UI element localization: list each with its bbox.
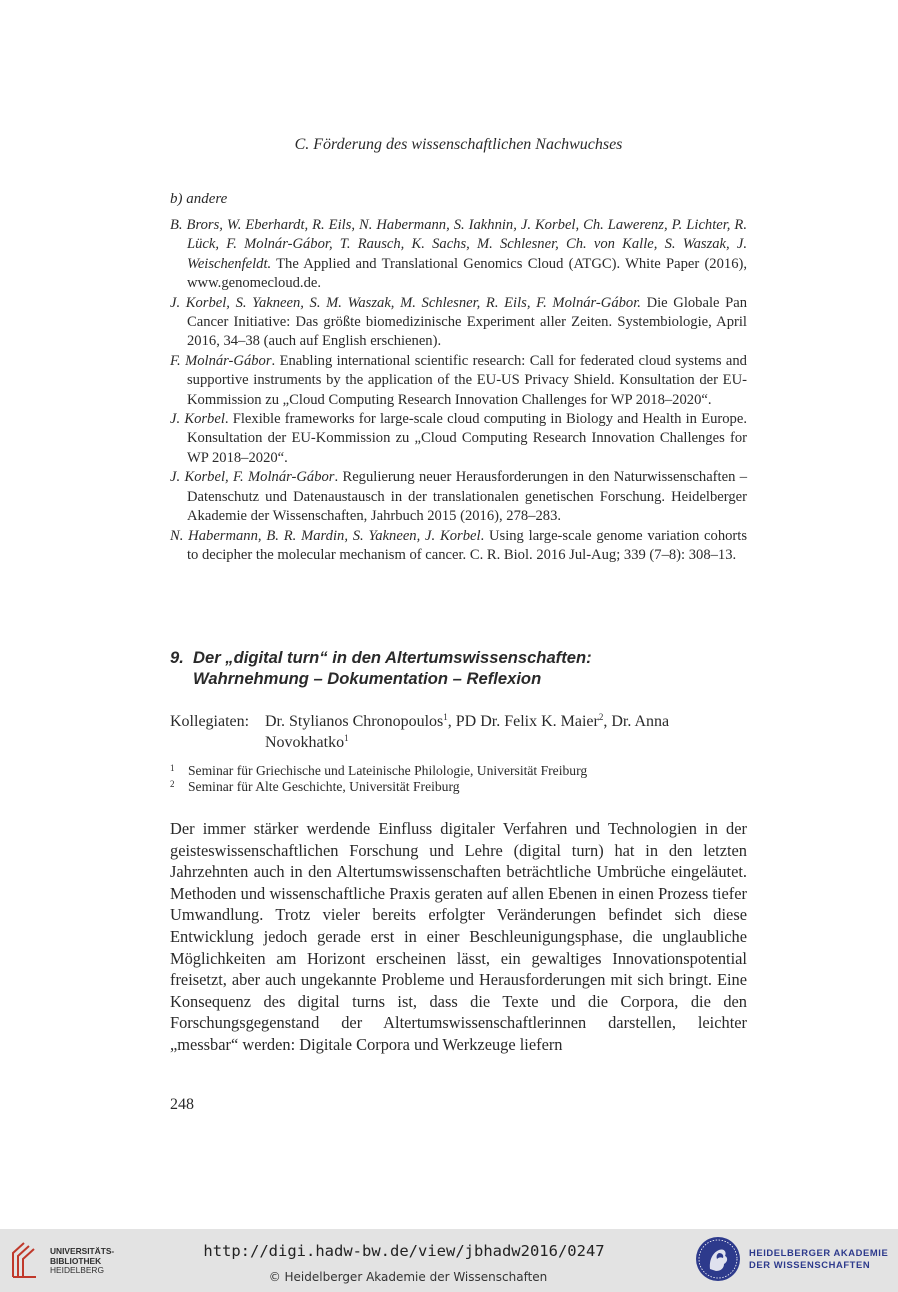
reference-text: . Regulierung neuer Herausforderungen in den Naturwissenschaften – Datenschutz und Datenaustausch in der translationalen genetischen Forschung. Heidelberger Akademie der Wissenschaften, Jahrbuch 2015 (2016), 278–283.: [187, 469, 747, 525]
permalink-url[interactable]: http://digi.hadw-bw.de/view/jbhadw2016/0247: [203, 1242, 605, 1260]
colleagues-label: Kollegiaten:: [170, 713, 250, 730]
reference-item: [170, 294, 747, 352]
reference-text: . Enabling international scientific research: Call for federated cloud systems and supportive instruments by the application of the EU-US Privacy Shield. Konsultation der EU-Kommission zu „Cloud Computing Research Innovation Challenges for WP 2018–2020“.: [187, 352, 747, 408]
academy-logo-text: [749, 1247, 888, 1271]
colleague-name: , Dr. Anna Novokhatko: [265, 713, 670, 751]
reference-authors: B. Brors, W. Eberhardt, R. Eils, N. Habermann, S. Iakhnin, J. Korbel, Ch. Lawerenz, P. Lichter, R. Lück, F. Molnár-Gábor, T. Rausch, K. Sachs, M. Schlesner, Ch. von Kalle, S. Waszak, J. Weischenfeldt.: [170, 217, 747, 272]
references-heading: b) andere: [170, 191, 228, 207]
academy-seal-icon: [694, 1235, 742, 1283]
body-paragraph: Der immer stärker werdende Einfluss digitaler Verfahren und Technologien in der geisteswissenschaftlichen Forschung und Lehre (digital turn) hat in den letzten Jahrzehnten auch in den Altertumswissenschaften beträchtliche Umbrüche eingeläutet. Methoden und wissenschaftliche Praxis geraten auf allen Ebenen in einen Prozess tiefer Umwandlung. Trotz vieler bereits erfolgter Veränderungen befindet sich diese Entwicklung jedoch gerade erst in einer Beschleunigungsphase, die unglaubliche Möglichkeiten am Horizont erscheinen lässt, ein gewaltiges Innovationspotential freisetzt, aber auch ungekannte Probleme und Herausforderungen mit sich bringt. Eine Konsequenz des digital turns ist, dass die Texte und die Corpora, die den Forschungsgegenstand der Altertumswissenschaftlerinnen darstellen, leichter „messbar“ werden: Digitale Corpora und Werkzeuge liefern: [170, 819, 747, 1054]
colleague-name: Dr. Stylianos Chronopoulos: [265, 713, 444, 730]
section-title-line-2: Wahrnehmung – Dokumentation – Reflexion: [193, 669, 542, 688]
footnote-marker: 1: [443, 712, 448, 722]
reference-item: [170, 216, 747, 294]
reference-text: Die Globale Pan Cancer Initiative: Das größte biomedizinische Experiment aller Zeiten. Systembiologie, April 2016, 34–38 (auch auf English erschienen).: [187, 294, 748, 350]
reference-authors: F. Molnár-Gábor: [170, 352, 272, 369]
reference-text: . Using large-scale genome variation cohorts to decipher the molecular mechanism of cancer. C. R. Biol. 2016 Jul-Aug; 339 (7–8): 308–13.: [187, 527, 748, 563]
library-name-line: HEIDELBERG: [50, 1265, 104, 1276]
academy-logo[interactable]: [694, 1235, 742, 1283]
academy-name-line: DER WISSENSCHAFTEN: [749, 1259, 871, 1270]
footnote-marker: 2: [598, 712, 604, 722]
colleague-name: , PD Dr. Felix K. Maier: [447, 713, 599, 730]
colleagues-block: [170, 711, 747, 753]
reference-list: [170, 216, 747, 565]
reference-authors: J. Korbel, S. Yakneen, S. M. Waszak, M. Schlesner, R. Eils, F. Molnár-Gábor.: [170, 294, 641, 311]
academy-name-line: HEIDELBERGER AKADEMIE: [749, 1247, 889, 1258]
reference-item: [170, 468, 747, 526]
library-name-line: UNIVERSITÄTS-: [50, 1246, 115, 1256]
footnote-marker: 1: [344, 733, 349, 743]
page-number: 248: [170, 1096, 194, 1113]
reference-authors: N. Habermann, B. R. Mardin, S. Yakneen, J. Korbel: [170, 527, 481, 544]
section-number: 9.: [170, 648, 184, 667]
library-name-line: BIBLIOTHEK: [50, 1255, 102, 1266]
affiliations: [170, 763, 747, 796]
reference-item: [170, 527, 747, 566]
section-heading: [170, 647, 730, 689]
affiliation-item: [170, 763, 747, 779]
affiliation-text: Seminar für Alte Geschichte, Universität Freiburg: [188, 779, 460, 795]
colleagues-names: [265, 711, 747, 753]
reference-item: [170, 410, 747, 468]
copyright-notice: © Heidelberger Akademie der Wissenschaften: [268, 1270, 548, 1284]
viewer-footer: [0, 1229, 898, 1292]
section-title-line-1: Der „digital turn“ in den Altertumswissenschaften:: [193, 648, 592, 667]
reference-text: . Flexible frameworks for large-scale cloud computing in Biology and Health in Europe. Konsultation der EU-Kommission zu „Cloud Computing Research Innovation Challenges for WP 2018–2020“.: [187, 411, 747, 466]
affiliation-number: 1: [170, 763, 175, 773]
reference-authors: J. Korbel: [170, 411, 225, 428]
affiliation-number: 2: [170, 779, 175, 790]
affiliation-item: [170, 779, 747, 795]
affiliation-text: Seminar für Griechische und Lateinische Philologie, Universität Freiburg: [188, 763, 588, 778]
reference-authors: J. Korbel, F. Molnár-Gábor: [170, 469, 335, 486]
running-head: C. Förderung des wissenschaftlichen Nachwuchses: [294, 136, 623, 153]
reference-text: The Applied and Translational Genomics Cloud (ATGC). White Paper (2016), www.genomecloud.de.: [187, 255, 747, 292]
reference-item: [170, 352, 747, 410]
